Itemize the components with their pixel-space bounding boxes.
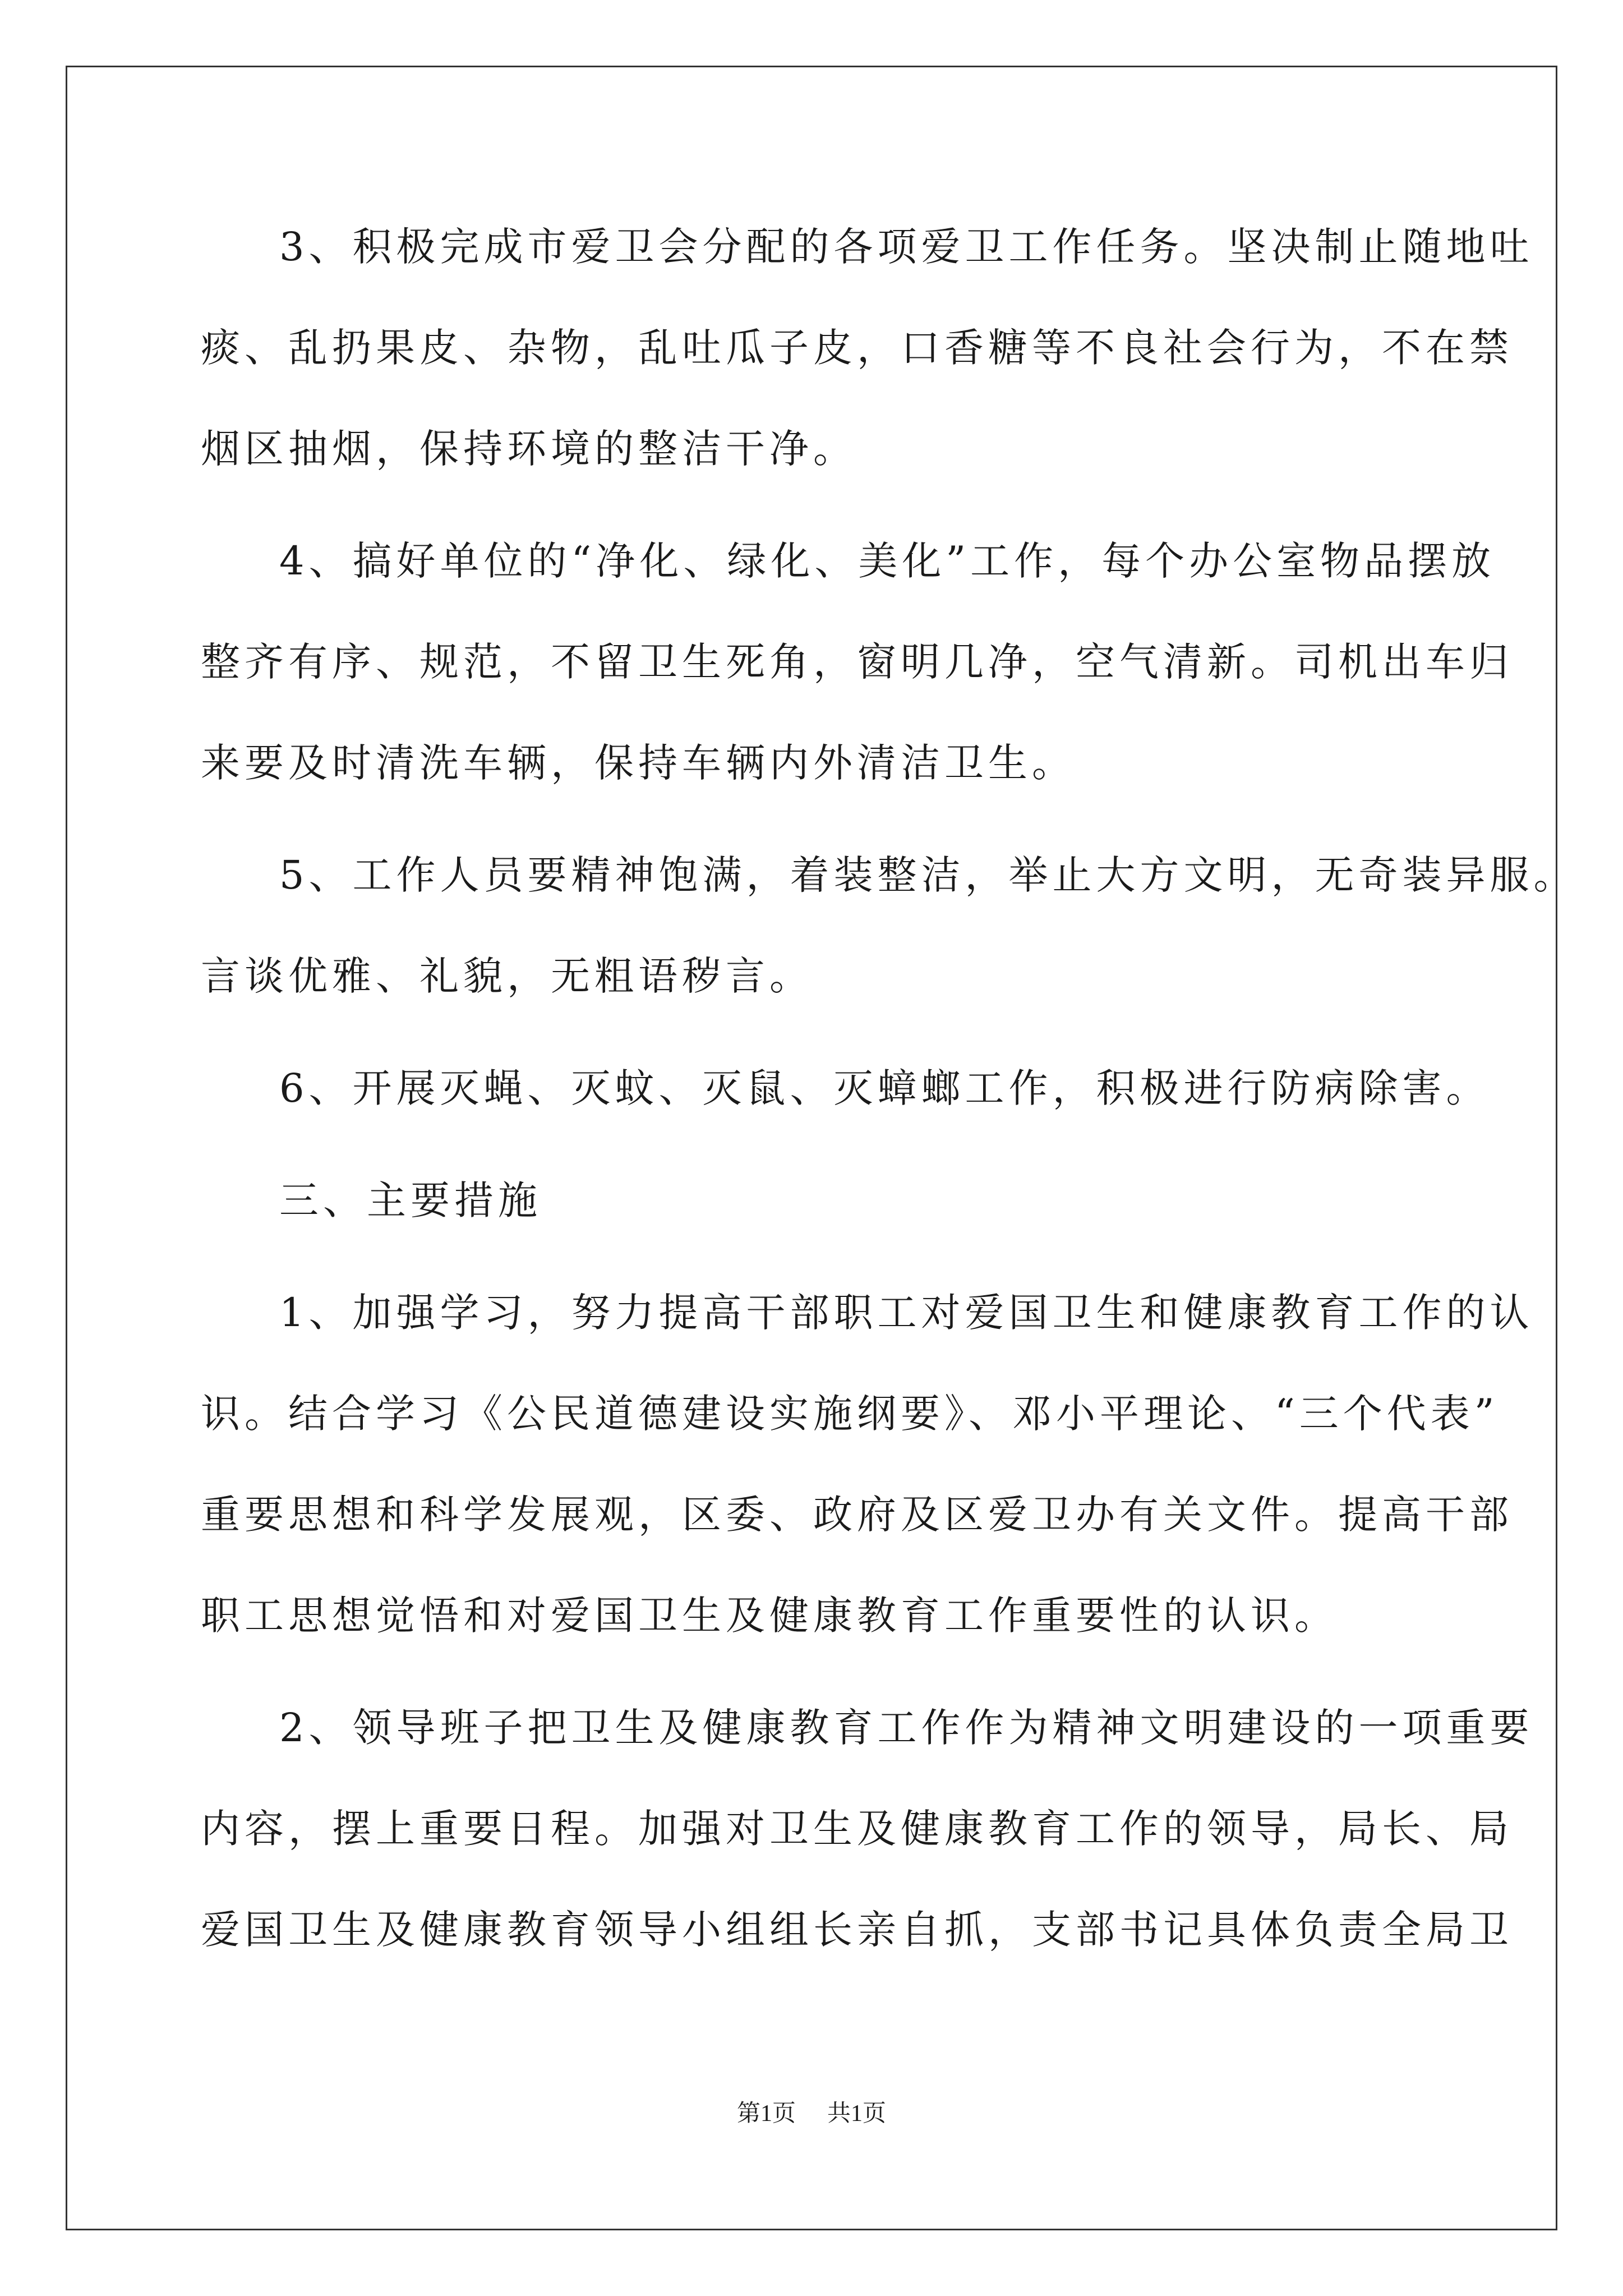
page-total: 共1页 xyxy=(827,2101,887,2127)
paragraph-7-line-1: 2、领导班子把卫生及健康教育工作作为精神文明建设的一项重要 xyxy=(279,1705,1534,1751)
paragraph-3-line-2: 言谈优雅、礼貌，无粗语秽言。 xyxy=(201,953,813,999)
paragraph-2-line-2: 整齐有序、规范，不留卫生死角，窗明几净，空气清新。司机出车归 xyxy=(201,639,1513,685)
paragraph-6-line-3: 重要思想和科学发展观，区委、政府及区爱卫办有关文件。提高干部 xyxy=(201,1492,1513,1538)
paragraph-4-line-1: 6、开展灭蝇、灭蚊、灭鼠、灭蟑螂工作，积极进行防病除害。 xyxy=(279,1065,1490,1111)
paragraph-2-line-1: 4、搞好单位的“净化、绿化、美化”工作，每个办公室物品摆放 xyxy=(279,538,1496,584)
paragraph-1-line-1: 3、积极完成市爱卫会分配的各项爱卫工作任务。坚决制止随地吐 xyxy=(279,224,1534,270)
paragraph-3-line-1: 5、工作人员要精神饱满，着装整洁，举止大方文明，无奇装异服。 xyxy=(279,852,1578,898)
paragraph-7-line-3: 爱国卫生及健康教育领导小组组长亲自抓，支部书记具体负责全局卫 xyxy=(201,1907,1513,1953)
paragraph-2-line-3: 来要及时清洗车辆，保持车辆内外清洁卫生。 xyxy=(201,740,1076,786)
paragraph-6-line-2: 识。结合学习《公民道德建设实施纲要》、邓小平理论、“三个代表” xyxy=(201,1391,1499,1437)
paragraph-1-line-2: 痰、乱扔果皮、杂物，乱吐瓜子皮，口香糖等不良社会行为，不在禁 xyxy=(201,325,1513,371)
section-heading: 三、主要措施 xyxy=(279,1177,542,1223)
paragraph-1-line-3: 烟区抽烟，保持环境的整洁干净。 xyxy=(201,426,857,472)
paragraph-6-line-4: 职工思想觉悟和对爱国卫生及健康教育工作重要性的认识。 xyxy=(201,1593,1338,1639)
paragraph-6-line-1: 1、加强学习，努力提高干部职工对爱国卫生和健康教育工作的认 xyxy=(279,1290,1534,1336)
paragraph-7-line-2: 内容，摆上重要日程。加强对卫生及健康教育工作的领导，局长、局 xyxy=(201,1806,1513,1852)
page-footer xyxy=(0,2097,1623,2131)
page-number: 第1页 xyxy=(736,2101,796,2127)
